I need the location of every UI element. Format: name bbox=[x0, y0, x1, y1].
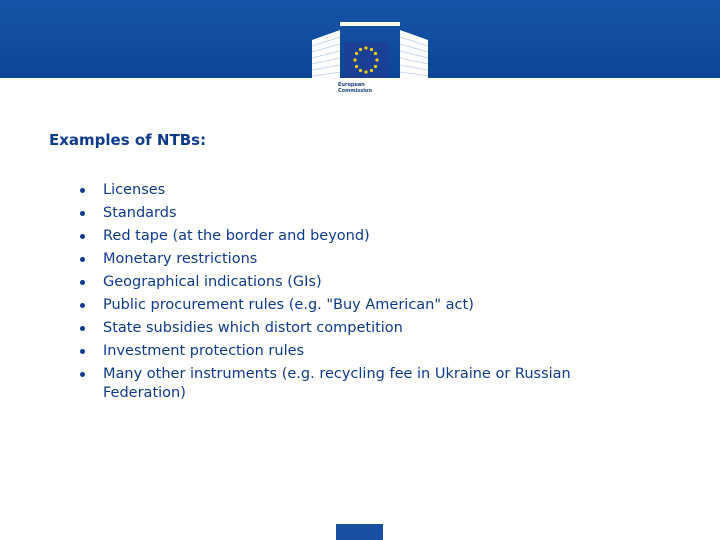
bullet-item bbox=[80, 365, 640, 403]
bullet-dot-icon bbox=[80, 303, 85, 308]
bullet-text: Licenses bbox=[103, 182, 166, 198]
bullet-dot-icon bbox=[80, 257, 85, 262]
bullet-item bbox=[80, 319, 640, 338]
logo-line-2: Commission bbox=[338, 88, 372, 94]
bullet-item bbox=[80, 296, 640, 315]
bullet-dot-icon bbox=[80, 188, 85, 193]
bullet-text: Standards bbox=[103, 205, 177, 221]
logo-line-1: European bbox=[338, 82, 365, 88]
bullet-dot-icon bbox=[80, 280, 85, 285]
bullet-item bbox=[80, 250, 640, 269]
footer-bar bbox=[336, 524, 383, 540]
bullet-list bbox=[80, 181, 640, 407]
bullet-text: Investment protection rules bbox=[103, 343, 305, 359]
bullet-dot-icon bbox=[80, 349, 85, 354]
bullet-dot-icon bbox=[80, 372, 85, 377]
bullet-text: Geographical indications (GIs) bbox=[103, 274, 322, 290]
bullet-item bbox=[80, 273, 640, 292]
bullet-item bbox=[80, 227, 640, 246]
bullet-item bbox=[80, 181, 640, 200]
bullet-item bbox=[80, 204, 640, 223]
bullet-text: Public procurement rules (e.g. "Buy American" act) bbox=[103, 297, 474, 313]
bullet-dot-icon bbox=[80, 234, 85, 239]
logo-text bbox=[338, 82, 372, 94]
bullet-text: State subsidies which distort competition bbox=[103, 320, 403, 336]
bullet-text: Monetary restrictions bbox=[103, 251, 258, 267]
bullet-text: Many other instruments (e.g. recycling fee in Ukraine or Russian Federation) bbox=[103, 366, 571, 401]
bullet-dot-icon bbox=[80, 326, 85, 331]
bullet-dot-icon bbox=[80, 211, 85, 216]
slide-heading: Examples of NTBs: bbox=[49, 131, 207, 149]
bullet-text: Red tape (at the border and beyond) bbox=[103, 228, 370, 244]
bullet-item bbox=[80, 342, 640, 361]
